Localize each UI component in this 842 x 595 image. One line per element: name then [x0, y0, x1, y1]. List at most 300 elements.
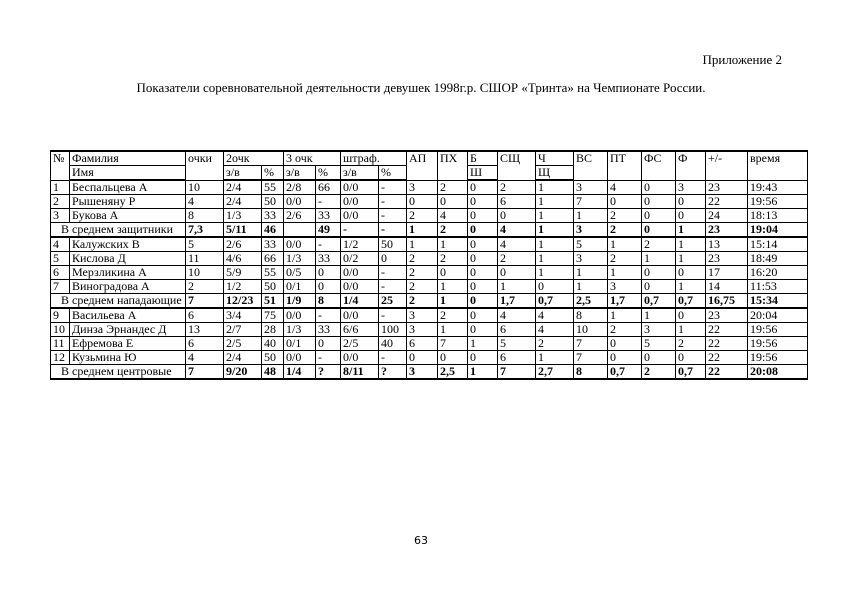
player-row	[51, 180, 808, 195]
col-ft-made-header: з/в	[341, 166, 379, 181]
stat-cell: 0	[438, 266, 468, 280]
average-cell: 2,5	[438, 365, 468, 380]
player-number: 11	[51, 337, 70, 351]
average-cell: 0	[642, 223, 676, 238]
stat-cell: 7	[574, 337, 608, 351]
stat-cell: 10	[574, 323, 608, 337]
player-name: Ефремова Е	[70, 337, 186, 351]
stat-cell: 6	[186, 308, 224, 323]
stat-cell: 0	[468, 252, 498, 266]
col-chsh-header-2: Щ	[536, 166, 574, 181]
col-f-header: Ф	[676, 151, 706, 180]
stat-cell: 2	[438, 180, 468, 195]
col-ssh-header: СЩ	[498, 151, 536, 180]
stat-cell: 2/5	[341, 337, 379, 351]
col-points-header: очки	[186, 151, 224, 180]
competition-stats-table	[50, 150, 808, 380]
document-title: Показатели соревновательной деятельности девушек 1998г.р. СШОР «Тринта» на Чемпионате России.	[136, 80, 706, 95]
stat-cell: 0	[407, 195, 438, 209]
stat-cell: 1	[676, 323, 706, 337]
average-cell: 0,7	[642, 294, 676, 309]
stat-cell: 28	[262, 323, 284, 337]
average-cell: 25	[379, 294, 407, 309]
stat-cell: 2	[498, 180, 536, 195]
stat-cell: 0	[642, 180, 676, 195]
average-cell: ?	[379, 365, 407, 380]
stat-cell: 0	[642, 209, 676, 223]
stat-cell: 0	[642, 266, 676, 280]
stat-cell: 55	[262, 266, 284, 280]
average-cell: 2	[608, 223, 642, 238]
average-cell: 2,7	[536, 365, 574, 380]
stat-cell: 1/3	[284, 323, 316, 337]
stat-cell: 0/0	[284, 195, 316, 209]
appendix-label: Приложение 2	[702, 52, 782, 67]
stat-cell: 2	[186, 280, 224, 294]
stat-cell: 3	[676, 180, 706, 195]
stat-cell: 1	[574, 209, 608, 223]
average-cell: 8	[316, 294, 341, 309]
player-number: 1	[51, 180, 70, 195]
stat-cell: 2	[407, 252, 438, 266]
stat-cell: -	[379, 180, 407, 195]
stat-cell: 2	[608, 323, 642, 337]
average-cell: 5/11	[224, 223, 262, 238]
col-2pt-header: 2очк	[224, 151, 284, 166]
player-row	[51, 280, 808, 294]
player-row	[51, 351, 808, 365]
player-name: Динза Эрнандес Д	[70, 323, 186, 337]
player-number: 3	[51, 209, 70, 223]
average-row	[51, 223, 808, 238]
average-cell: 3	[407, 365, 438, 380]
stat-cell: 7	[438, 337, 468, 351]
stat-cell: 0/1	[284, 280, 316, 294]
average-cell: 1	[407, 223, 438, 238]
stat-cell: 2/7	[224, 323, 262, 337]
stat-cell: 3	[407, 308, 438, 323]
player-name: Калужских В	[70, 237, 186, 252]
stat-cell: -	[316, 308, 341, 323]
stat-cell: 16:20	[748, 266, 808, 280]
stat-cell: 0	[468, 308, 498, 323]
average-cell: 4	[498, 223, 536, 238]
player-name: Мерзликина А	[70, 266, 186, 280]
stat-cell: 1	[608, 308, 642, 323]
player-number: 9	[51, 308, 70, 323]
stat-cell: 0/0	[284, 237, 316, 252]
stat-cell: 14	[706, 280, 748, 294]
stat-cell: 0/0	[341, 308, 379, 323]
stat-cell: 6	[498, 323, 536, 337]
stat-cell: 1	[536, 237, 574, 252]
stat-cell: 0	[468, 209, 498, 223]
average-cell: 1/4	[341, 294, 379, 309]
average-cell: 1,7	[498, 294, 536, 309]
stat-cell: 5	[498, 337, 536, 351]
stat-cell: 0	[468, 180, 498, 195]
stat-cell: 66	[262, 252, 284, 266]
stat-cell: 1	[438, 237, 468, 252]
col-pt-header: ПТ	[608, 151, 642, 180]
average-label: В среднем центровые	[51, 365, 186, 380]
stat-cell: 0	[498, 266, 536, 280]
stat-cell: 6	[186, 337, 224, 351]
stat-cell: 3	[407, 323, 438, 337]
stat-cell: 1	[468, 337, 498, 351]
stat-cell: 1	[498, 280, 536, 294]
average-cell: 9/20	[224, 365, 262, 380]
stat-cell: -	[379, 195, 407, 209]
player-number: 6	[51, 266, 70, 280]
stat-cell: 0/0	[341, 180, 379, 195]
stat-cell: 0	[468, 237, 498, 252]
col-bsh-header-2: Ш	[468, 166, 498, 181]
stat-cell: 1	[676, 280, 706, 294]
stat-cell: 4	[536, 323, 574, 337]
stat-cell: 0	[438, 195, 468, 209]
player-number: 5	[51, 252, 70, 266]
stat-cell: 0/0	[284, 308, 316, 323]
stat-cell: 1	[438, 323, 468, 337]
col-2pt-pct-header: %	[262, 166, 284, 181]
stat-cell: 33	[316, 252, 341, 266]
average-cell: 1,7	[608, 294, 642, 309]
average-cell: 2	[642, 365, 676, 380]
col-3pt-pct-header: %	[316, 166, 341, 181]
average-cell: 2	[407, 294, 438, 309]
stat-cell: 1	[536, 180, 574, 195]
stat-cell: 50	[262, 195, 284, 209]
average-cell: 0,7	[608, 365, 642, 380]
stat-cell: 18:49	[748, 252, 808, 266]
player-row	[51, 237, 808, 252]
stat-cell: 1/2	[224, 280, 262, 294]
stat-cell: 1	[574, 266, 608, 280]
stat-cell: 5	[642, 337, 676, 351]
col-ft-header: штраф.	[341, 151, 407, 166]
stat-cell: 23	[706, 180, 748, 195]
stat-cell: 0	[468, 195, 498, 209]
stat-cell: 40	[379, 337, 407, 351]
player-number: 10	[51, 323, 70, 337]
average-cell: 1/9	[284, 294, 316, 309]
stat-cell: 2/6	[284, 209, 316, 223]
stat-cell: 19:56	[748, 351, 808, 365]
stat-cell: 1	[574, 280, 608, 294]
stat-cell: 1/3	[284, 252, 316, 266]
stat-cell: 1	[536, 209, 574, 223]
stat-cell: 1	[642, 252, 676, 266]
stat-cell: 1	[676, 237, 706, 252]
stat-cell: 6	[498, 195, 536, 209]
stat-cell: 15:14	[748, 237, 808, 252]
stat-cell: 4	[536, 308, 574, 323]
col-name-header: Имя	[70, 166, 186, 181]
stat-cell: 1	[438, 280, 468, 294]
col-vs-header: ВС	[574, 151, 608, 180]
stat-cell: 0	[316, 280, 341, 294]
col-2pt-made-header: з/в	[224, 166, 262, 181]
stat-cell: 1/3	[224, 209, 262, 223]
stat-cell: 8	[574, 308, 608, 323]
stat-cell: 0/0	[341, 266, 379, 280]
stat-cell: 50	[262, 351, 284, 365]
stat-cell: 3	[574, 180, 608, 195]
player-number: 2	[51, 195, 70, 209]
col-surname-header: Фамилия	[70, 151, 186, 166]
stat-cell: 6	[407, 337, 438, 351]
average-cell: 7,3	[186, 223, 224, 238]
stat-cell: 6	[498, 351, 536, 365]
average-cell: 20:08	[748, 365, 808, 380]
stat-cell: 4	[498, 237, 536, 252]
stat-cell: 4	[186, 351, 224, 365]
stat-cell: 4	[438, 209, 468, 223]
average-cell: 7	[498, 365, 536, 380]
stat-cell: 0	[468, 266, 498, 280]
stat-cell: 50	[379, 237, 407, 252]
stat-cell: 7	[574, 351, 608, 365]
stat-cell: 2	[407, 280, 438, 294]
stat-cell: 20:04	[748, 308, 808, 323]
stat-cell: 33	[316, 323, 341, 337]
player-row	[51, 266, 808, 280]
stat-cell: 19:43	[748, 180, 808, 195]
stat-cell: 24	[706, 209, 748, 223]
stat-cell: 3/4	[224, 308, 262, 323]
col-bsh-header: Б	[468, 151, 498, 166]
stat-cell: 3	[608, 280, 642, 294]
stat-cell: 50	[262, 280, 284, 294]
average-cell: 0	[468, 223, 498, 238]
stat-cell: 18:13	[748, 209, 808, 223]
stat-cell: 0	[676, 266, 706, 280]
col-number-header: №	[51, 151, 70, 180]
stat-cell: 10	[186, 180, 224, 195]
average-cell: 7	[186, 365, 224, 380]
stat-cell: 2	[438, 252, 468, 266]
stat-cell: 2/4	[224, 195, 262, 209]
stat-cell: 0	[642, 280, 676, 294]
average-cell: 0,7	[536, 294, 574, 309]
stat-cell: 4	[186, 195, 224, 209]
stat-cell: -	[379, 280, 407, 294]
stat-cell: 22	[706, 337, 748, 351]
stat-cell: 2	[676, 337, 706, 351]
stat-cell: 0	[536, 280, 574, 294]
stat-cell: -	[316, 237, 341, 252]
average-cell: -	[341, 223, 379, 238]
stat-cell: 2	[608, 252, 642, 266]
average-cell: 0	[468, 294, 498, 309]
average-cell: 2,5	[574, 294, 608, 309]
stat-cell: 0/0	[341, 195, 379, 209]
average-cell: 46	[262, 223, 284, 238]
stat-cell: 3	[642, 323, 676, 337]
player-number: 4	[51, 237, 70, 252]
average-cell: 16,75	[706, 294, 748, 309]
stat-cell: 0	[642, 195, 676, 209]
player-number: 12	[51, 351, 70, 365]
player-name: Кислова Д	[70, 252, 186, 266]
stat-cell: 0	[316, 266, 341, 280]
stat-cell: -	[379, 266, 407, 280]
player-number: 7	[51, 280, 70, 294]
stat-cell: 0	[438, 351, 468, 365]
average-cell	[284, 223, 316, 238]
stat-cell: 1	[536, 195, 574, 209]
stat-cell: 0	[498, 209, 536, 223]
average-cell: 48	[262, 365, 284, 380]
player-row	[51, 252, 808, 266]
stat-cell: 100	[379, 323, 407, 337]
stat-cell: 2/4	[224, 180, 262, 195]
stat-cell: 1	[608, 237, 642, 252]
stat-cell: 1	[642, 308, 676, 323]
stat-cell: 0/2	[341, 252, 379, 266]
average-cell: 1	[536, 223, 574, 238]
average-cell: 19:04	[748, 223, 808, 238]
average-cell: 0,7	[676, 294, 706, 309]
stat-cell: 8	[186, 209, 224, 223]
col-fs-header: ФС	[642, 151, 676, 180]
player-row	[51, 323, 808, 337]
player-name: Виноградова А	[70, 280, 186, 294]
stat-cell: 0/0	[341, 209, 379, 223]
stat-cell: 33	[262, 209, 284, 223]
average-row	[51, 294, 808, 309]
header-row-1	[51, 151, 808, 166]
stat-cell: 40	[262, 337, 284, 351]
stat-cell: 7	[574, 195, 608, 209]
player-name: Букова А	[70, 209, 186, 223]
stat-cell: 0	[608, 337, 642, 351]
average-cell: ?	[316, 365, 341, 380]
average-cell: 1	[468, 365, 498, 380]
average-cell: 15:34	[748, 294, 808, 309]
average-cell: 8	[574, 365, 608, 380]
stat-cell: 4	[498, 308, 536, 323]
stat-cell: 1	[608, 266, 642, 280]
stat-cell: 11	[186, 252, 224, 266]
stat-cell: 0/1	[284, 337, 316, 351]
stat-cell: 19:56	[748, 337, 808, 351]
player-name: Васильева А	[70, 308, 186, 323]
stat-cell: 0/0	[341, 351, 379, 365]
stat-cell: 33	[262, 237, 284, 252]
stat-cell: 2	[438, 308, 468, 323]
page-number: 63	[414, 534, 428, 547]
stat-cell: 0/0	[284, 351, 316, 365]
stat-cell: 22	[706, 195, 748, 209]
stat-cell: 0	[676, 351, 706, 365]
col-3pt-header: 3 очк	[284, 151, 341, 166]
stat-cell: 13	[706, 237, 748, 252]
stat-cell: 4	[608, 180, 642, 195]
player-row	[51, 337, 808, 351]
player-name: Беспальцева А	[70, 180, 186, 195]
stat-cell: 2	[608, 209, 642, 223]
stat-cell: -	[379, 209, 407, 223]
stat-cell: 0	[608, 195, 642, 209]
stat-cell: 2	[407, 266, 438, 280]
average-cell: 3	[574, 223, 608, 238]
stat-cell: 3	[574, 252, 608, 266]
stat-cell: 2/6	[224, 237, 262, 252]
stat-cell: 66	[316, 180, 341, 195]
average-row	[51, 365, 808, 380]
stat-cell: 0/0	[341, 280, 379, 294]
stat-cell: 4/6	[224, 252, 262, 266]
average-cell: 1	[438, 294, 468, 309]
stat-cell: 0	[316, 337, 341, 351]
stat-cell: 2	[642, 237, 676, 252]
average-cell: 12/23	[224, 294, 262, 309]
stat-cell: 5	[186, 237, 224, 252]
average-cell: 0,7	[676, 365, 706, 380]
average-cell: -	[379, 223, 407, 238]
stat-cell: -	[316, 195, 341, 209]
stat-cell: 2/4	[224, 351, 262, 365]
stat-cell: 6/6	[341, 323, 379, 337]
average-label: В среднем нападающие	[51, 294, 186, 309]
stat-cell: 11:53	[748, 280, 808, 294]
stat-cell: 75	[262, 308, 284, 323]
stat-cell: -	[379, 308, 407, 323]
stat-cell: 1	[536, 266, 574, 280]
average-cell: 49	[316, 223, 341, 238]
stat-cell: 0	[676, 195, 706, 209]
average-cell: 1/4	[284, 365, 316, 380]
stat-cell: -	[316, 351, 341, 365]
stat-cell: 55	[262, 180, 284, 195]
stat-cell: 0	[407, 351, 438, 365]
stat-cell: 19:56	[748, 323, 808, 337]
stat-cell: 23	[706, 308, 748, 323]
col-chsh-header: Ч	[536, 151, 574, 166]
average-cell: 8/11	[341, 365, 379, 380]
stat-cell: 22	[706, 351, 748, 365]
stat-cell: 1/2	[341, 237, 379, 252]
col-plusminus-header: +/-	[706, 151, 748, 180]
stat-cell: 0/5	[284, 266, 316, 280]
col-ap-header: АП	[407, 151, 438, 180]
stat-cell: 0	[676, 209, 706, 223]
stat-cell: 1	[536, 252, 574, 266]
stat-cell: 1	[536, 351, 574, 365]
stat-cell: 2/8	[284, 180, 316, 195]
stat-cell: 2	[407, 209, 438, 223]
stat-cell: 0	[468, 323, 498, 337]
player-row	[51, 195, 808, 209]
stat-cell: 10	[186, 266, 224, 280]
col-ft-pct-header: %	[379, 166, 407, 181]
stat-cell: 33	[316, 209, 341, 223]
col-ph-header: ПХ	[438, 151, 468, 180]
stat-cell: 0	[608, 351, 642, 365]
stat-cell: 0	[468, 351, 498, 365]
average-cell: 51	[262, 294, 284, 309]
stat-cell: 2/5	[224, 337, 262, 351]
stat-cell: 1	[407, 237, 438, 252]
stat-cell: -	[379, 351, 407, 365]
stat-cell: 3	[407, 180, 438, 195]
stat-cell: 0	[379, 252, 407, 266]
average-cell: 2	[438, 223, 468, 238]
col-3pt-made-header: з/в	[284, 166, 316, 181]
player-row	[51, 308, 808, 323]
